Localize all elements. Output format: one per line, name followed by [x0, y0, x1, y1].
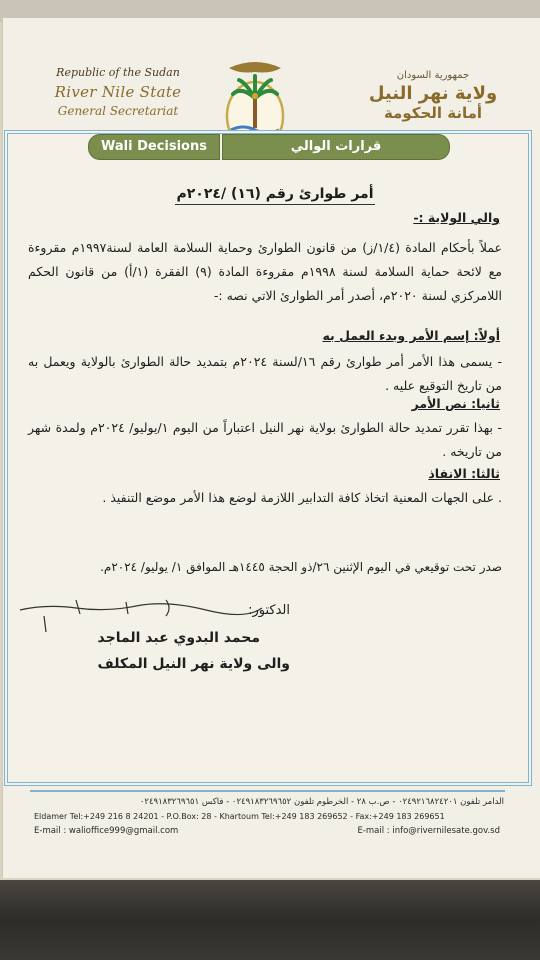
section3-heading: ثالثا: الانفاذ — [428, 466, 500, 481]
state-name-en: River Nile State — [54, 83, 182, 101]
intro-paragraph: عملاً بأحكام المادة (١/٤/ز) من قانون الطوارئ وحماية السلامة العامة لسنة١٩٩٧م مقروءة مع لائحة حماية السلامة لسنة ١٩٩٨م مقروءة المادة (٩) الفقرة (١/أ) من قانون الحكم اللامركزي لسنة ٢٠٢٠م، أصدر أمر الطوارئ الاتي نصه :- — [28, 240, 503, 303]
footer-contacts-ar: الدامر تلفون ٠٢٤٩٢١٦٨٢٤٢٠١ - ص.ب ٢٨ - الخرطوم تلفون ٠٢٤٩١٨٣٢٦٩٦٥٢ - فاكس ٠٢٤٩١٨٣٢٦٩٦٥١ — [139, 797, 504, 807]
footer-contacts-en: Eldamer Tel:+249 216 8 24201 - P.O.Box: 28 - Khartoum Tel:+249 183 269652 - Fax:+249 183 269651 — [34, 812, 445, 821]
section1-text: - يسمى هذا الأمر أمر طوارئ رقم ١٦/لسنة ٢٠٢٤م بتمديد حالة الطوارئ بالولاية ويعمل به من تاريخ التوقيع عليه . — [28, 354, 502, 393]
greeting: والي الولاية :- — [413, 210, 500, 225]
banner-label-en: Wali Decisions — [88, 134, 220, 160]
signatory-role: والى ولاية نهر النيل المكلف — [97, 656, 290, 672]
section2-heading: ثانيا: نص الأمر — [411, 396, 500, 411]
state-name-ar: ولاية نهر النيل — [368, 83, 498, 104]
secretariat-name-ar: أمانة الحكومة — [383, 104, 483, 122]
letterhead-arabic — [333, 70, 533, 122]
section2-text: - بهذا تقرر تمديد حالة الطوارئ بولاية نهر النيل اعتباراً من اليوم ١/يوليو/ ٢٠٢٤م ولمدة شهر من تاريخه . — [28, 420, 502, 459]
footer-email-left: E-mail : walioffice999@gmail.com — [34, 826, 179, 836]
country-name-en: Republic of the Sudan — [56, 66, 180, 79]
section1-heading: أولاً: إسم الأمر وبدء العمل به — [322, 328, 500, 343]
footer-divider — [30, 790, 505, 792]
issue-date-line: صدر تحت توقيعي في اليوم الإثنين ٢٦/ذو الحجة ١٤٤٥هـ الموافق ١/ يوليو/ ٢٠٢٤م. — [100, 560, 502, 574]
order-title: أمر طوارئ رقم (١٦) /٢٠٢٤م — [150, 186, 400, 205]
letterhead-english — [33, 66, 203, 118]
banner-label-ar: قرارات الوالي — [222, 134, 450, 160]
section3-text: . على الجهات المعنية اتخاذ كافة التدابير اللازمة لوضع هذا الأمر موضع التنفيذ . — [102, 490, 502, 505]
signatory-name: محمد البدوي عبد الماجد — [97, 630, 260, 646]
secretariat-name-en: General Secretariat — [57, 104, 179, 118]
wali-decisions-banner — [88, 134, 450, 160]
signature-title: الدكتور: — [248, 603, 290, 618]
footer-email-right: E-mail : info@rivernilesate.gov.sd — [357, 826, 500, 836]
country-name-ar: جمهورية السودان — [396, 70, 470, 81]
background-bottom — [0, 880, 540, 960]
